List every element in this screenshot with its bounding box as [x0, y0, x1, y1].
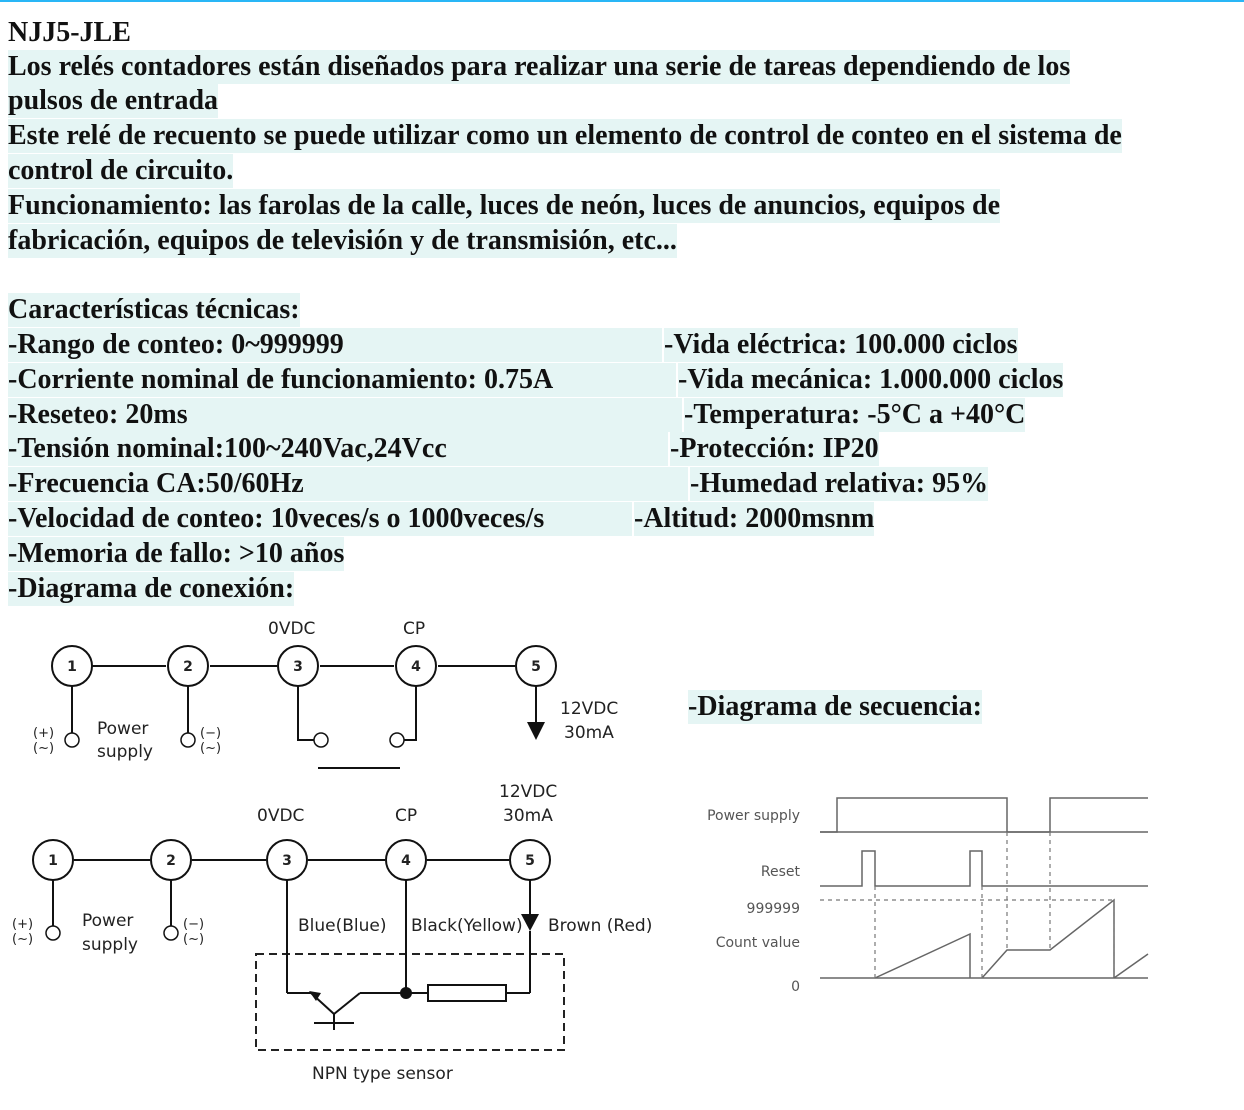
svg-text:3: 3	[282, 853, 292, 869]
label-30ma-bottom: 30mA	[503, 806, 553, 826]
label-minus: (−)	[200, 726, 222, 741]
spec-right-2: -Temperatura: -5°C a +40°C	[684, 399, 1026, 430]
label-0vdc: 0VDC	[268, 619, 316, 639]
label-tilde: (~)	[33, 741, 55, 756]
terminal-3-b	[267, 840, 307, 880]
label-tilde-b2: (~)	[183, 932, 205, 947]
spec-right-3: -Protección: IP20	[670, 433, 879, 464]
product-title: NJJ5-JLE	[8, 17, 131, 48]
spec-left-1: -Corriente nominal de funcionamiento: 0.75A	[8, 363, 676, 397]
label-minus-b: (−)	[183, 917, 205, 932]
sequence-heading: -Diagrama de secuencia:	[688, 691, 982, 722]
spec-left-3: -Tensión nominal:100~240Vac,24Vcc	[8, 432, 668, 466]
intro-line-2: pulsos de entrada	[8, 85, 219, 116]
wiring-diagram-relay	[33, 619, 618, 768]
wire-black-label: Black(Yellow)	[411, 916, 523, 936]
terminal-5-b	[510, 840, 550, 880]
svg-text:5: 5	[525, 853, 535, 869]
spec-right-0: -Vida eléctrica: 100.000 ciclos	[664, 329, 1018, 360]
spec-left-4: -Frecuencia CA:50/60Hz	[8, 467, 688, 501]
intro-line-1: Los relés contadores están diseñados para realizar una serie de tareas dependiendo de los	[8, 51, 1071, 82]
terminal-3	[278, 646, 318, 686]
spec-right-4: -Humedad relativa: 95%	[690, 468, 989, 499]
spec-left-2: -Reseteo: 20ms	[8, 398, 682, 432]
terminal-1	[52, 646, 92, 686]
label-cp-bottom: CP	[395, 806, 418, 826]
connection-heading: -Diagrama de conexión:	[8, 573, 295, 604]
seq-zero-label: 0	[791, 979, 800, 995]
intro-line-3: Este relé de recuento se puede utilizar como un elemento de control de conteo en el sistema de	[8, 120, 1122, 151]
seq-power-supply-label: Power supply	[707, 808, 800, 824]
wire-brown-label: Brown (Red)	[548, 916, 653, 936]
terminal-5	[516, 646, 556, 686]
spec-memory: -Memoria de fallo: >10 años	[8, 538, 345, 569]
terminal-4	[396, 646, 436, 686]
svg-text:4: 4	[411, 659, 421, 675]
svg-text:5: 5	[531, 659, 541, 675]
label-12vdc-top: 12VDC	[560, 699, 619, 719]
label-power-b: Power	[82, 911, 134, 931]
intro-line-5: Funcionamiento: las farolas de la calle, luces de neón, luces de anuncios, equipos de	[8, 190, 1000, 221]
sequence-diagram	[707, 798, 1148, 995]
label-tilde-2: (~)	[200, 741, 222, 756]
spec-right-1: -Vida mecánica: 1.000.000 ciclos	[678, 364, 1064, 395]
terminal-4-b	[386, 840, 426, 880]
svg-text:4: 4	[401, 853, 411, 869]
label-tilde-b: (~)	[12, 932, 34, 947]
top-rule	[0, 0, 1244, 2]
terminal-1-b	[33, 840, 73, 880]
svg-text:1: 1	[48, 853, 58, 869]
svg-text:2: 2	[183, 659, 193, 675]
label-cp: CP	[403, 619, 426, 639]
label-plus-b: (+)	[12, 917, 34, 932]
svg-text:1: 1	[67, 659, 77, 675]
spec-left-0: -Rango de conteo: 0~999999	[8, 328, 662, 362]
label-plus: (+)	[33, 726, 55, 741]
label-supply-b: supply	[82, 935, 138, 955]
seq-count-value-label: Count value	[715, 935, 800, 951]
label-12vdc-bottom: 12VDC	[499, 782, 558, 802]
terminal-2-b	[151, 840, 191, 880]
specs-heading: Características técnicas:	[8, 294, 300, 325]
intro-line-4: control de circuito.	[8, 155, 234, 186]
label-power: Power	[97, 719, 149, 739]
label-supply: supply	[97, 742, 153, 762]
spec-left-5: -Velocidad de conteo: 10veces/s o 1000veces/s	[8, 502, 632, 536]
intro-line-6: fabricación, equipos de televisión y de transmisión, etc...	[8, 225, 677, 256]
seq-max-count-label: 999999	[746, 901, 800, 917]
wiring-diagram-npn	[12, 782, 652, 1084]
wire-blue-label: Blue(Blue)	[298, 916, 387, 936]
seq-reset-label: Reset	[760, 864, 800, 880]
terminal-2	[168, 646, 208, 686]
label-30ma-top: 30mA	[564, 723, 614, 743]
npn-sensor-label: NPN type sensor	[312, 1064, 453, 1084]
spec-right-5: -Altitud: 2000msnm	[634, 503, 875, 534]
label-0vdc-bottom: 0VDC	[257, 806, 305, 826]
svg-text:2: 2	[166, 853, 176, 869]
svg-text:3: 3	[293, 659, 303, 675]
diagrams-svg	[0, 600, 1244, 1110]
